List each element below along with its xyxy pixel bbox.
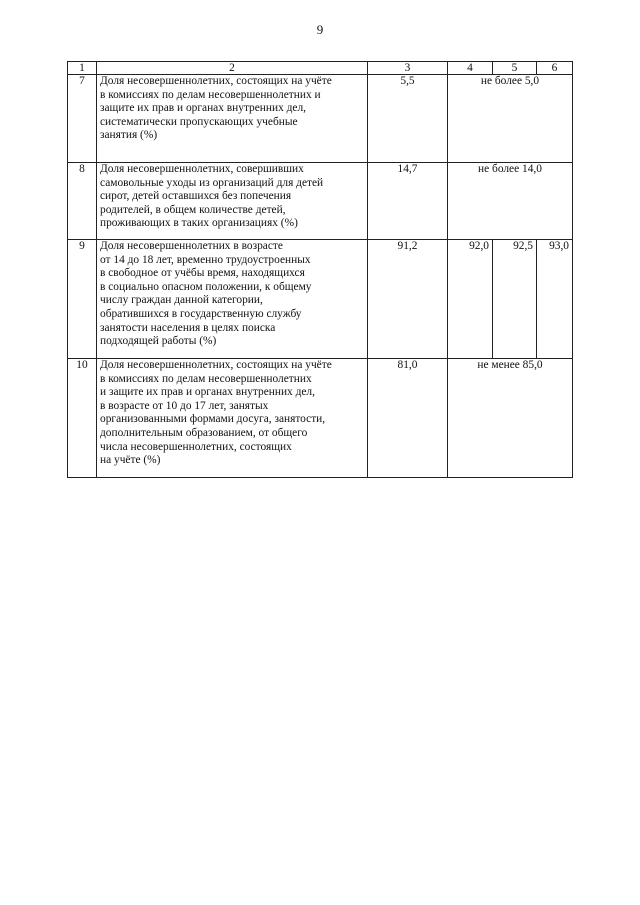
description-line: занятости населения в целях поиска <box>100 321 276 334</box>
indicator-description <box>97 359 368 478</box>
indicator-description <box>97 75 368 163</box>
description-line: Доля несовершеннолетних, совершивших <box>100 163 304 175</box>
indicators-table <box>67 61 573 478</box>
description-line: Доля несовершеннолетних в возрасте <box>100 240 283 252</box>
description-line: родителей, в общем количестве детей, <box>100 203 286 216</box>
description-line: в комиссиях по делам несовершеннолетних <box>100 372 312 385</box>
page-number: 9 <box>316 22 324 37</box>
row-number: 9 <box>68 240 97 359</box>
description-line: обратившихся в государственную службу <box>100 307 302 320</box>
description-line: числу граждан данной категории, <box>100 294 263 307</box>
header-col-6: 6 <box>537 62 573 75</box>
description-line: Доля несовершеннолетних, состоящих на учёте <box>100 75 332 87</box>
description-line: в комиссиях по делам несовершеннолетних и <box>100 88 321 101</box>
description-line: в возрасте от 10 до 17 лет, занятых <box>100 399 269 412</box>
description-line: на учёте (%) <box>100 454 161 467</box>
description-line: проживающих в таких организациях (%) <box>100 217 298 230</box>
description-line: в социально опасном положении, к общему <box>100 280 312 293</box>
description-line: сирот, детей оставшихся без попечения <box>100 190 292 203</box>
description-line: самовольные уходы из организаций для детей <box>100 176 324 189</box>
indicator-description <box>97 240 368 359</box>
description-line: числа несовершеннолетних, состоящих <box>100 440 292 453</box>
description-line: защите их прав и органах внутренних дел, <box>100 102 307 115</box>
row-number: 10 <box>68 359 97 478</box>
table-row <box>68 163 573 240</box>
description-line: в свободное от учёбы время, находящихся <box>100 267 305 280</box>
value-col-4: 92,0 <box>448 240 493 359</box>
description-line: систематически пропускающих учебные <box>100 115 298 128</box>
header-col-3: 3 <box>368 62 448 75</box>
table-row <box>68 240 573 359</box>
description-line: от 14 до 18 лет, временно трудоустроенных <box>100 253 311 266</box>
baseline-value: 81,0 <box>368 359 448 478</box>
table-row <box>68 75 573 163</box>
header-col-5: 5 <box>493 62 537 75</box>
header-col-4: 4 <box>448 62 493 75</box>
baseline-value: 14,7 <box>368 163 448 240</box>
value-col-5: 92,5 <box>493 240 537 359</box>
description-line: подходящей работы (%) <box>100 335 217 348</box>
target-value: не менее 85,0 <box>448 359 573 478</box>
target-value: не более 5,0 <box>448 75 573 163</box>
description-line: организованными формами досуга, занятости, <box>100 413 326 426</box>
header-col-2: 2 <box>97 62 368 75</box>
row-number: 8 <box>68 163 97 240</box>
description-line: и защите их прав и органах внутренних дел, <box>100 386 315 399</box>
target-value: не более 14,0 <box>448 163 573 240</box>
table-row <box>68 359 573 478</box>
header-col-1: 1 <box>68 62 97 75</box>
indicator-description <box>97 163 368 240</box>
row-number: 7 <box>68 75 97 163</box>
baseline-value: 91,2 <box>368 240 448 359</box>
table-header-row <box>68 62 573 75</box>
description-line: занятия (%) <box>100 129 158 142</box>
description-line: дополнительным образованием, от общего <box>100 426 308 439</box>
baseline-value: 5,5 <box>368 75 448 163</box>
value-col-6: 93,0 <box>537 240 573 359</box>
description-line: Доля несовершеннолетних, состоящих на учёте <box>100 359 332 371</box>
